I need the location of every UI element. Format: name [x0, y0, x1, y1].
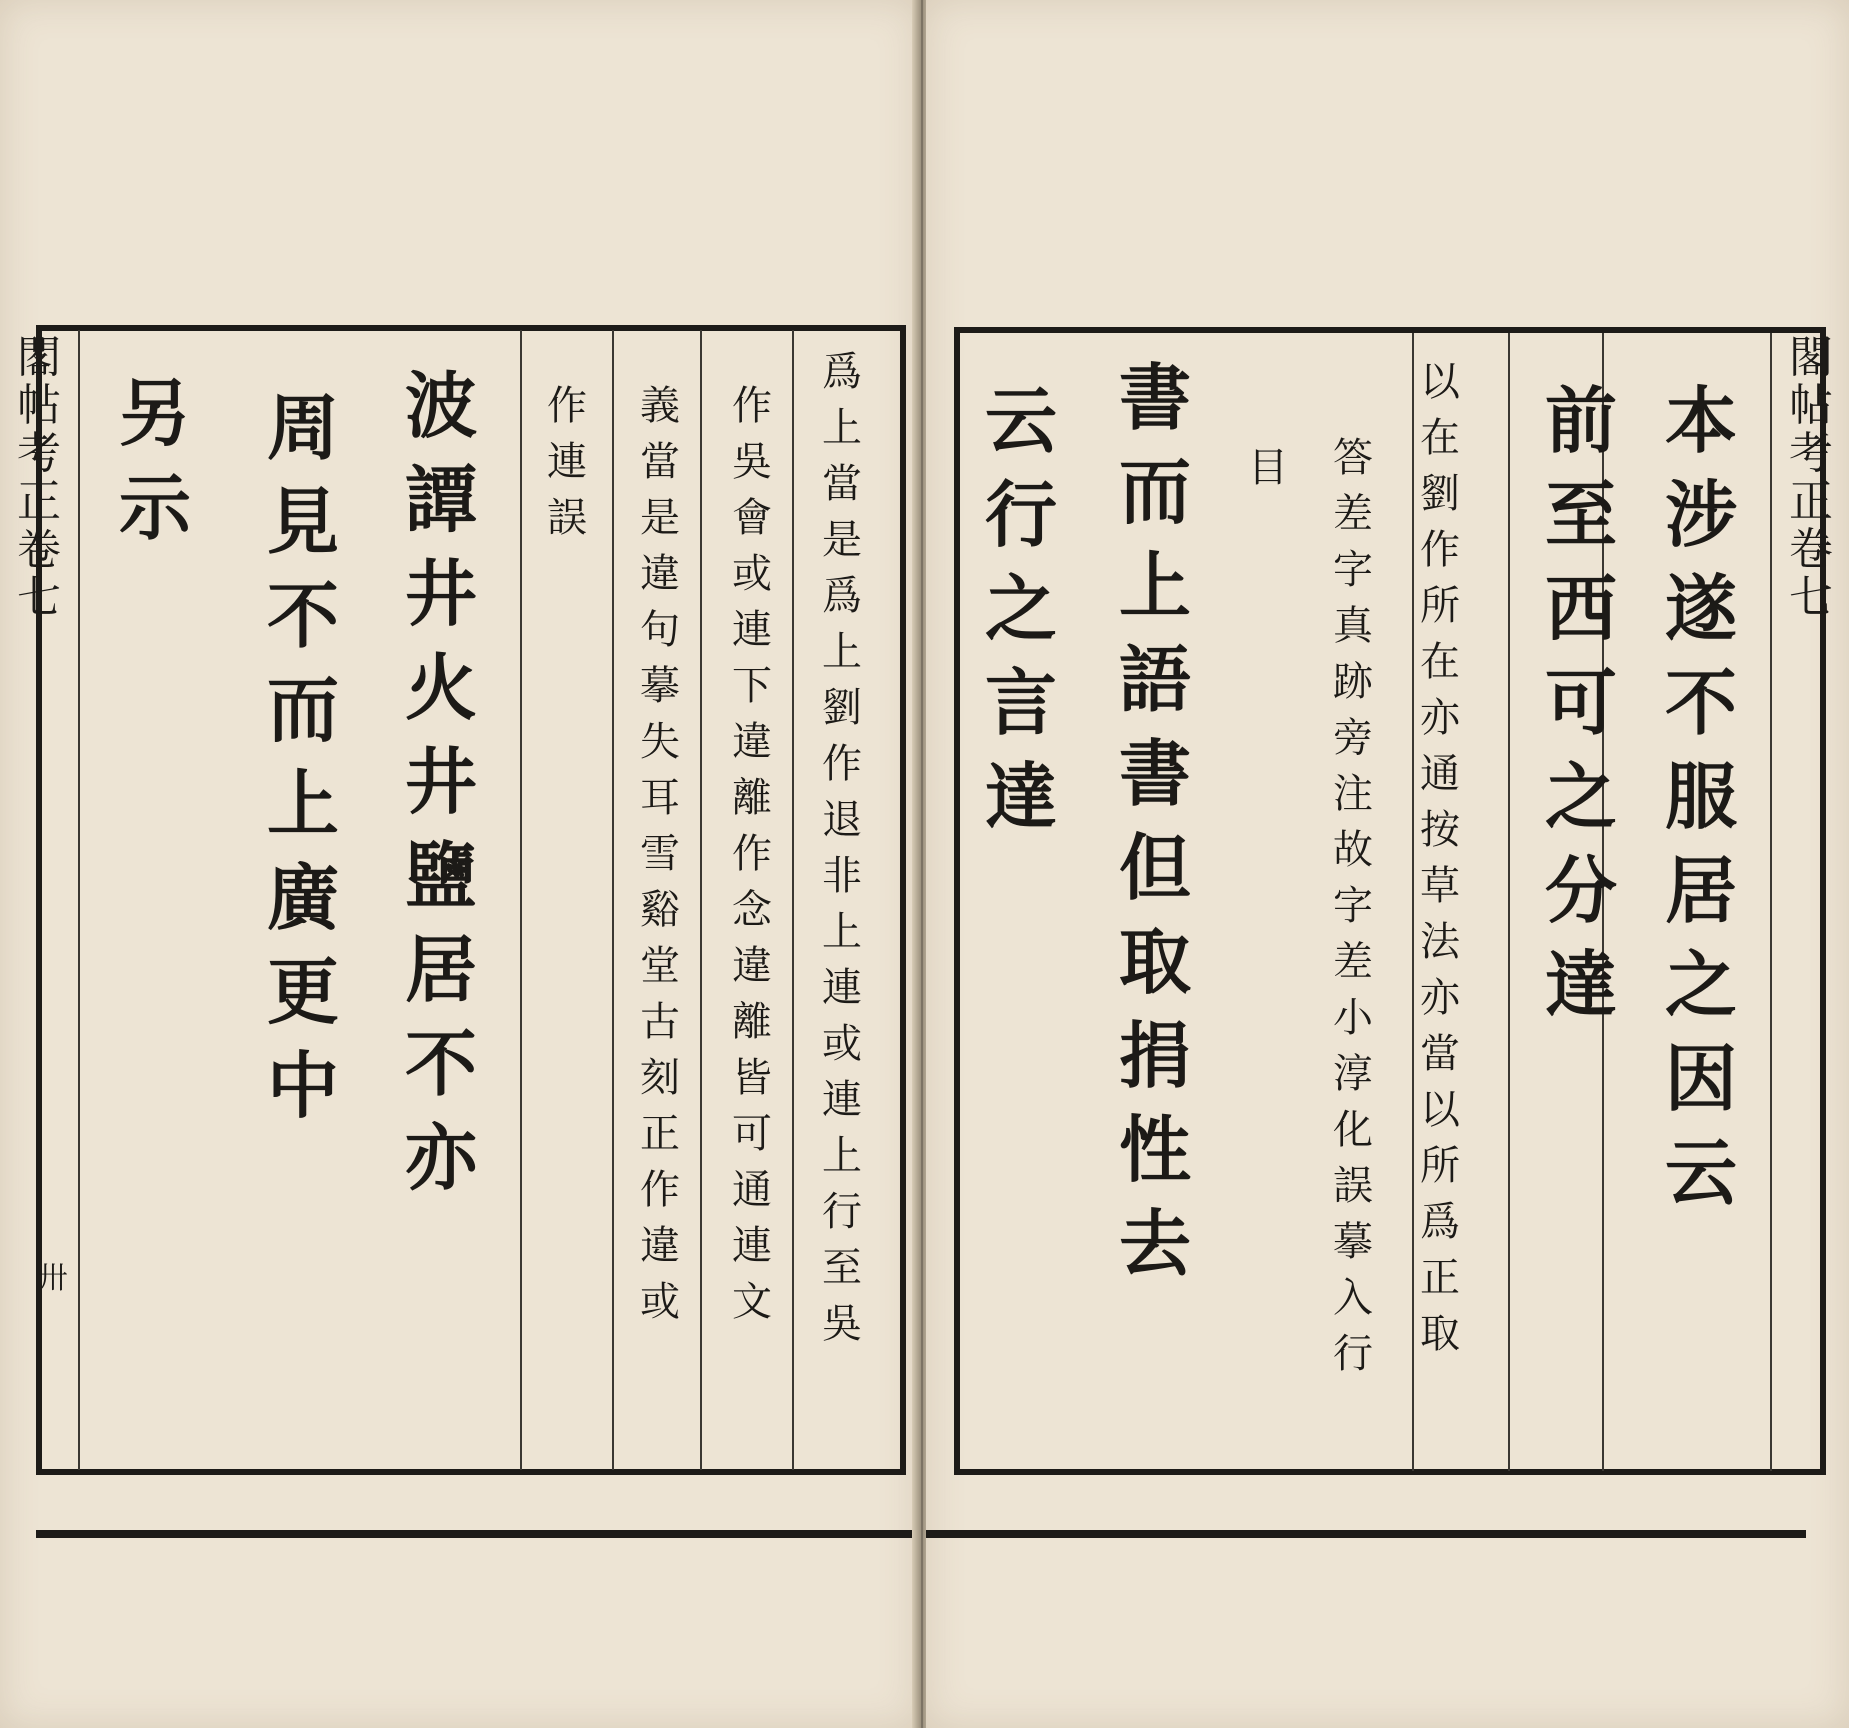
- column-character: 或: [822, 1021, 862, 1067]
- column-character: 正: [1420, 1255, 1460, 1301]
- column-character: 字: [1333, 547, 1373, 593]
- column-character: 刻: [640, 1055, 680, 1101]
- column-character: 不: [266, 573, 339, 658]
- column-character: 爲: [822, 573, 862, 619]
- right-text-column: [966, 378, 1076, 855]
- column-character: 另: [118, 371, 191, 456]
- margin-title-character: 帖: [1789, 380, 1833, 431]
- left-text-column: [618, 383, 702, 1338]
- column-character: 語: [1118, 637, 1191, 722]
- column-character: 劉: [1420, 471, 1460, 517]
- column-character: 或: [732, 551, 772, 597]
- column-character: 至: [1544, 472, 1617, 557]
- column-character: 廣: [266, 855, 339, 940]
- column-character: 誤: [1333, 1163, 1373, 1209]
- column-character: 義: [640, 383, 680, 429]
- column-character: 目: [1248, 445, 1288, 491]
- column-character: 居: [1664, 848, 1737, 933]
- column-character: 通: [732, 1167, 772, 1213]
- column-character: 真: [1333, 603, 1373, 649]
- column-character: 中: [266, 1043, 339, 1128]
- column-character: 差: [1333, 491, 1373, 537]
- right-text-column: [1526, 378, 1636, 1043]
- margin-title-character: 帖: [17, 380, 61, 431]
- column-character: 違: [640, 1223, 680, 1269]
- column-character: 亦: [1420, 695, 1460, 741]
- column-character: 上: [822, 629, 862, 675]
- left-column-rule: [78, 330, 80, 1470]
- column-character: 會: [732, 495, 772, 541]
- column-character: 但: [1118, 825, 1191, 910]
- column-character: 通: [1420, 751, 1460, 797]
- column-character: 離: [732, 999, 772, 1045]
- right-text-column: [1100, 355, 1210, 1302]
- column-character: 性: [1118, 1107, 1191, 1192]
- column-character: 摹: [640, 663, 680, 709]
- margin-title-character: 考: [17, 428, 61, 479]
- column-character: 誤: [547, 495, 587, 541]
- column-character: 雪: [640, 831, 680, 877]
- column-character: 退: [822, 797, 862, 843]
- column-character: 差: [1333, 939, 1373, 985]
- margin-title-character: 七: [17, 572, 61, 623]
- column-character: 下: [732, 663, 772, 709]
- column-character: 可: [1544, 660, 1617, 745]
- column-character: 皆: [732, 1055, 772, 1101]
- column-character: 連: [822, 965, 862, 1011]
- column-character: 在: [1420, 639, 1460, 685]
- column-character: 念: [732, 887, 772, 933]
- column-character: 井: [404, 551, 477, 636]
- margin-title-character: 閣: [1789, 332, 1833, 383]
- column-character: 連: [822, 1077, 862, 1123]
- column-character: 注: [1333, 771, 1373, 817]
- column-character: 更: [266, 949, 339, 1034]
- column-character: 因: [1664, 1036, 1737, 1121]
- column-character: 違: [732, 943, 772, 989]
- column-character: 上: [1118, 543, 1191, 628]
- column-character: 以: [1420, 359, 1460, 405]
- column-character: 書: [1118, 731, 1191, 816]
- column-character: 草: [1420, 863, 1460, 909]
- column-character: 或: [640, 1279, 680, 1325]
- right-margin-title: [1788, 332, 1834, 624]
- column-character: 以: [1420, 1087, 1460, 1133]
- column-character: 作: [822, 741, 862, 787]
- column-character: 鹽: [404, 833, 477, 918]
- column-character: 作: [1420, 527, 1460, 573]
- right-text-column: [1398, 359, 1482, 1370]
- column-character: 失: [640, 719, 680, 765]
- column-character: 見: [266, 479, 339, 564]
- column-character: 行: [984, 472, 1057, 557]
- margin-title-character: 七: [1789, 572, 1833, 623]
- right-text-column: [1311, 435, 1395, 1390]
- column-character: 之: [984, 566, 1057, 651]
- left-margin-title: [16, 332, 62, 624]
- column-character: 是: [640, 495, 680, 541]
- column-character: 不: [404, 1021, 477, 1106]
- column-character: 連: [732, 1223, 772, 1269]
- column-character: 達: [984, 754, 1057, 839]
- column-character: 爲: [1420, 1199, 1460, 1245]
- column-character: 當: [640, 439, 680, 485]
- column-character: 上: [822, 909, 862, 955]
- left-column-rule: [520, 330, 522, 1470]
- left-page-bottom-rule: [36, 1530, 912, 1538]
- left-text-column: [248, 385, 358, 1144]
- column-character: 按: [1420, 807, 1460, 853]
- column-character: 分: [1544, 848, 1617, 933]
- column-character: 古: [640, 999, 680, 1045]
- column-character: 言: [984, 660, 1057, 745]
- column-character: 本: [1664, 378, 1737, 463]
- column-character: 谿: [640, 887, 680, 933]
- column-character: 句: [640, 607, 680, 653]
- column-character: 取: [1420, 1311, 1460, 1357]
- margin-title-character: 卷: [1789, 524, 1833, 575]
- column-character: 居: [404, 927, 477, 1012]
- margin-title-character: 考: [1789, 428, 1833, 479]
- column-character: 當: [822, 461, 862, 507]
- column-character: 不: [1664, 660, 1737, 745]
- column-character: 法: [1420, 919, 1460, 965]
- column-character: 而: [266, 667, 339, 752]
- column-character: 入: [1333, 1275, 1373, 1321]
- margin-title-character: 正: [17, 476, 61, 527]
- left-text-column: [525, 383, 609, 554]
- column-character: 非: [822, 853, 862, 899]
- column-character: 作: [732, 383, 772, 429]
- column-character: 耳: [640, 775, 680, 821]
- left-folio: 卅: [38, 1261, 68, 1296]
- column-character: 火: [404, 645, 477, 730]
- column-character: 可: [732, 1111, 772, 1157]
- column-character: 遂: [1664, 566, 1737, 651]
- column-character: 之: [1664, 942, 1737, 1027]
- column-character: 正: [640, 1111, 680, 1157]
- right-column-rule: [1508, 333, 1510, 1471]
- left-text-column: [100, 371, 210, 566]
- right-column-rule: [1770, 333, 1772, 1471]
- column-character: 摹: [1333, 1219, 1373, 1265]
- column-character: 捐: [1118, 1013, 1191, 1098]
- column-character: 連: [547, 439, 587, 485]
- column-character: 周: [266, 385, 339, 470]
- column-character: 服: [1664, 754, 1737, 839]
- column-character: 作: [640, 1167, 680, 1213]
- column-character: 前: [1544, 378, 1617, 463]
- column-character: 去: [1118, 1201, 1191, 1286]
- column-character: 爲: [822, 349, 862, 395]
- column-character: 譚: [404, 457, 477, 542]
- column-character: 波: [404, 363, 477, 448]
- column-character: 違: [732, 719, 772, 765]
- right-text-column: [1226, 445, 1310, 504]
- column-character: 亦: [1420, 975, 1460, 1021]
- column-character: 文: [732, 1279, 772, 1325]
- column-character: 至: [822, 1245, 862, 1291]
- column-character: 取: [1118, 919, 1191, 1004]
- column-character: 故: [1333, 827, 1373, 873]
- right-text-column: [1646, 378, 1756, 1231]
- column-character: 書: [1118, 355, 1191, 440]
- right-page: [926, 0, 1849, 1728]
- column-character: 化: [1333, 1107, 1373, 1153]
- column-character: 堂: [640, 943, 680, 989]
- column-character: 上: [822, 1133, 862, 1179]
- column-character: 淳: [1333, 1051, 1373, 1097]
- column-character: 旁: [1333, 715, 1373, 761]
- column-character: 云: [984, 378, 1057, 463]
- column-character: 字: [1333, 883, 1373, 929]
- column-character: 上: [822, 405, 862, 451]
- column-character: 作: [547, 383, 587, 429]
- column-character: 跡: [1333, 659, 1373, 705]
- left-page: [0, 0, 918, 1728]
- column-character: 是: [822, 517, 862, 563]
- column-character: 答: [1333, 435, 1373, 481]
- column-character: 而: [1118, 449, 1191, 534]
- column-character: 當: [1420, 1031, 1460, 1077]
- column-character: 上: [266, 761, 339, 846]
- column-character: 吳: [822, 1301, 862, 1347]
- left-text-column: [800, 349, 884, 1360]
- column-character: 小: [1333, 995, 1373, 1041]
- column-character: 作: [732, 831, 772, 877]
- column-character: 在: [1420, 415, 1460, 461]
- column-character: 云: [1664, 1130, 1737, 1215]
- column-character: 西: [1544, 566, 1617, 651]
- column-character: 之: [1544, 754, 1617, 839]
- margin-title-character: 正: [1789, 476, 1833, 527]
- column-character: 吳: [732, 439, 772, 485]
- column-character: 行: [1333, 1331, 1373, 1377]
- column-character: 違: [640, 551, 680, 597]
- column-character: 涉: [1664, 472, 1737, 557]
- column-character: 井: [404, 739, 477, 824]
- column-character: 達: [1544, 942, 1617, 1027]
- column-character: 所: [1420, 1143, 1460, 1189]
- column-character: 亦: [404, 1115, 477, 1200]
- column-character: 連: [732, 607, 772, 653]
- left-column-rule: [612, 330, 614, 1470]
- column-character: 所: [1420, 583, 1460, 629]
- column-character: 示: [118, 465, 191, 550]
- margin-title-character: 閣: [17, 332, 61, 383]
- margin-title-character: 卷: [17, 524, 61, 575]
- left-text-column: [710, 383, 794, 1338]
- column-character: 劉: [822, 685, 862, 731]
- column-character: 行: [822, 1189, 862, 1235]
- right-page-bottom-rule: [926, 1530, 1806, 1538]
- column-character: 離: [732, 775, 772, 821]
- left-text-column: [386, 363, 496, 1216]
